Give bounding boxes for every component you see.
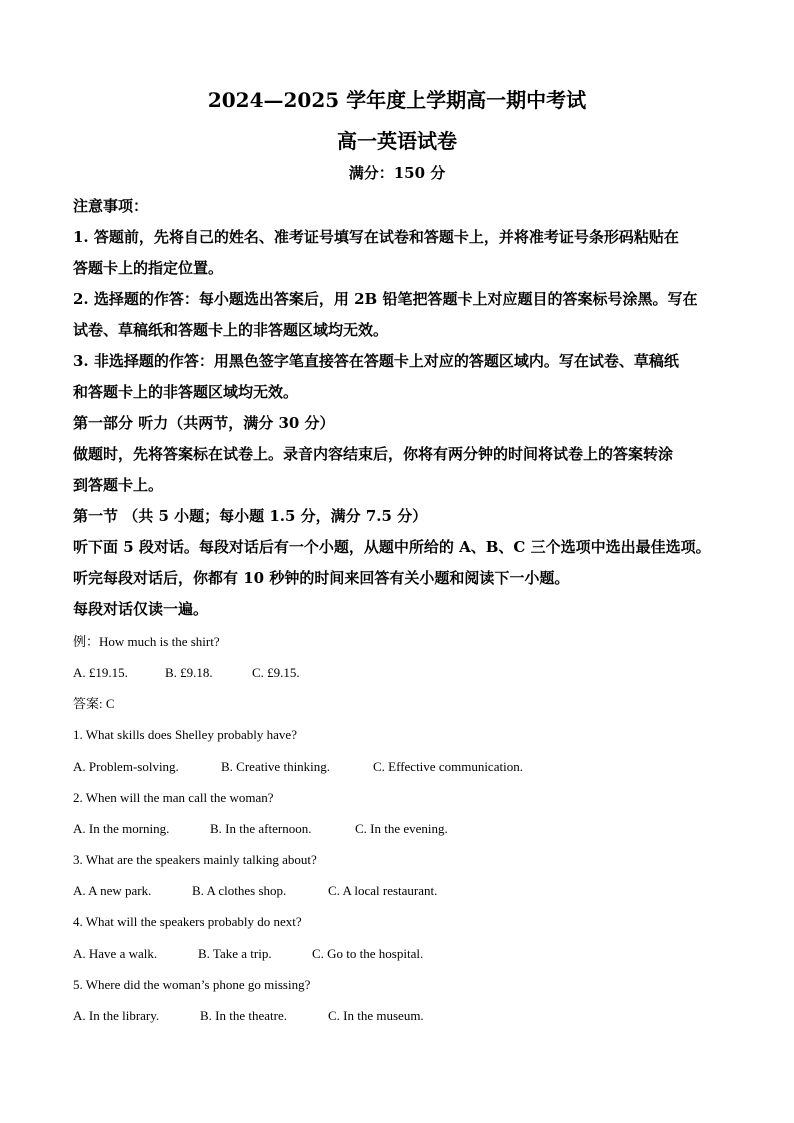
exam-title: 2024—2025 学年度上学期高一期中考试: [207, 88, 587, 112]
section-1-instruction-line-1: 听下面 5 段对话。每段对话后有一个小题，从题中所给的 A、B、C 三个选项中选出最佳选项。: [73, 538, 711, 556]
question-1-option-a: A. Problem-solving.: [73, 759, 179, 774]
full-score: 满分：150 分: [348, 164, 446, 182]
part-1-desc-line-2: 到答题卡上。: [73, 476, 164, 494]
question-5-option-b: B. In the theatre.: [200, 1008, 287, 1023]
question-2-option-b: B. In the afternoon.: [210, 821, 312, 836]
question-1-options: [73, 757, 523, 777]
question-5-option-a: A. In the library.: [73, 1008, 160, 1023]
notice-item-1-line-2: 答题卡上的指定位置。: [73, 259, 224, 277]
notice-heading: 注意事项：: [73, 197, 149, 215]
question-2-options: [73, 819, 448, 839]
section-1-instruction-line-2: 听完每段对话后，你都有 10 秒钟的时间来回答有关小题和阅读下一小题。: [73, 569, 570, 587]
question-1: 1. What skills does Shelley probably have?: [73, 727, 297, 742]
example-question: 例：How much is the shirt?: [73, 634, 220, 649]
question-4-options: [73, 944, 423, 964]
question-3-option-a: A. A new park.: [73, 883, 152, 898]
question-4-option-c: C. Go to the hospital.: [312, 946, 424, 961]
notice-item-1-line-1: 1. 答题前，先将自己的姓名、准考证号填写在试卷和答题卡上，并将准考证号条形码粘贴在: [73, 228, 679, 246]
question-1-option-c: C. Effective communication.: [373, 759, 523, 774]
example-option-a: A. £19.15.: [73, 665, 128, 680]
question-1-option-b: B. Creative thinking.: [221, 759, 331, 774]
example-option-b: B. £9.18.: [165, 665, 213, 680]
question-3-options: [73, 881, 437, 901]
question-5-options: [73, 1006, 424, 1026]
section-1-instruction-line-3: 每段对话仅读一遍。: [73, 600, 209, 618]
question-2-option-c: C. In the evening.: [355, 821, 448, 836]
question-2: 2. When will the man call the woman?: [73, 790, 274, 805]
part-1-heading: 第一部分 听力（共两节，满分 30 分）: [73, 414, 335, 432]
question-4-option-b: B. Take a trip.: [198, 946, 272, 961]
example-options: [73, 663, 300, 683]
question-3-option-b: B. A clothes shop.: [192, 883, 287, 898]
section-1-heading: 第一节 （共 5 小题；每小题 1.5 分，满分 7.5 分）: [73, 507, 428, 525]
question-3: 3. What are the speakers mainly talking about?: [73, 852, 317, 867]
question-5: 5. Where did the woman’s phone go missing?: [73, 977, 311, 992]
question-3-option-c: C. A local restaurant.: [328, 883, 438, 898]
notice-item-3-line-2: 和答题卡上的非答题区域均无效。: [73, 383, 299, 401]
notice-item-2-line-2: 试卷、草稿纸和答题卡上的非答题区域均无效。: [73, 321, 389, 339]
question-2-option-a: A. In the morning.: [73, 821, 170, 836]
example-answer: 答案: C: [73, 696, 115, 711]
example-option-c: C. £9.15.: [252, 665, 300, 680]
notice-item-3-line-1: 3. 非选择题的作答：用黑色签字笔直接答在答题卡上对应的答题区域内。写在试卷、草稿纸: [73, 352, 679, 370]
exam-subtitle: 高一英语试卷: [337, 129, 457, 153]
question-4-option-a: A. Have a walk.: [73, 946, 158, 961]
notice-item-2-line-1: 2. 选择题的作答：每小题选出答案后，用 2B 铅笔把答题卡上对应题目的答案标号涂黑。写在: [73, 290, 698, 308]
part-1-desc-line-1: 做题时，先将答案标在试卷上。录音内容结束后，你将有两分钟的时间将试卷上的答案转涂: [73, 445, 674, 463]
question-5-option-c: C. In the museum.: [328, 1008, 424, 1023]
question-4: 4. What will the speakers probably do next?: [73, 914, 302, 929]
